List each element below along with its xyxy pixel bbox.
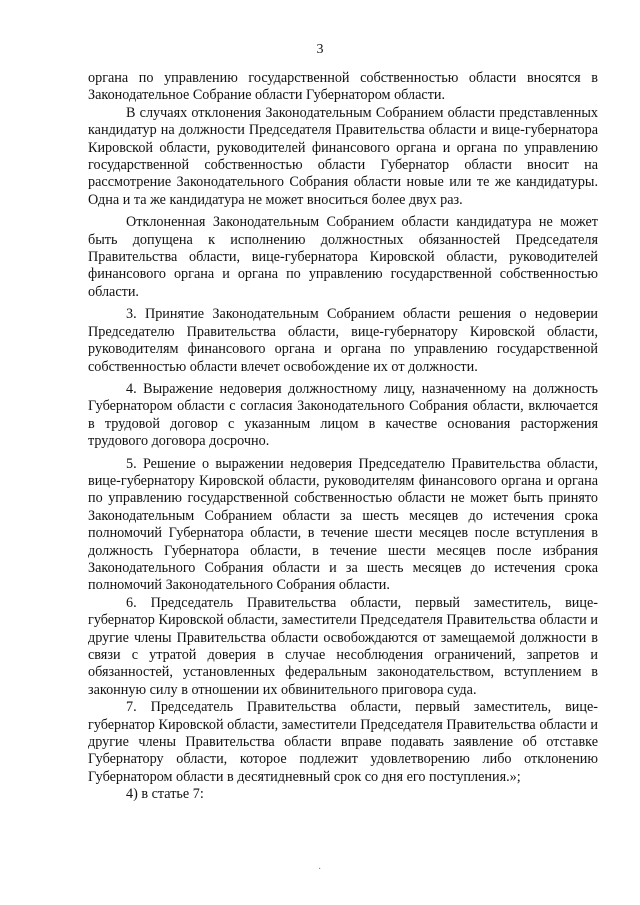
paragraph-item-7: 7. Председатель Правительства области, первый заместитель, вице-губернатор Кировской области, заместители Председателя Правительства области и другие члены Правительства области вправе подавать заявление об отставке Губернатору области, которое подлежит удовлетворению либо отклонению Губернатором области в десятидневный срок со дня его поступления.»;: [88, 699, 598, 785]
paragraph-continuation: органа по управлению государственной собственностью области вносятся в Законодательное Собрание области Губернатором области.: [88, 70, 598, 104]
paragraph-article-7: 4) в статье 7:: [126, 786, 204, 803]
paragraph-item-5: 5. Решение о выражении недоверия Председателю Правительства области, вице-губернатору Кировской области, руководителям финансового органа и органа по управлению государственной собственностью области не может быть принято Законодательным Собранием области за шесть месяцев до истечения срока полномочий Губернатора области, в течение шести месяцев после вступления в должность Губернатора области, в течение шести месяцев после избрания Законодательного Собрания области и за шесть месяцев до истечения срока полномочий Законодательного Собрания области.: [88, 455, 598, 594]
paragraph-rejected-candidate: Отклоненная Законодательным Собранием области кандидатура не может быть допущена к исполнению должностных обязанностей Председателя Правительства области, вице-губернатора Кировской области, руководителей финансового органа и органа по управлению государственной собственностью области.: [88, 214, 598, 300]
paragraph-item-3: 3. Принятие Законодательным Собранием области решения о недоверии Председателю Правительства области, вице-губернатору Кировской области, руководителям финансового органа и органа по управлению государственной собственностью области влечет освобождение их от должности.: [88, 306, 598, 375]
page-number: 3: [316, 42, 324, 57]
scan-dot-mark: ·: [318, 864, 322, 875]
document-body: [88, 70, 598, 804]
paragraph-rejection-of-candidates: В случаях отклонения Законодательным Собранием области представленных кандидатур на должности Председателя Правительства области и вице-губернатора Кировской области, руководителей финансового органа и органа по управлению государственной собственностью области Губернатор области вносит на рассмотрение Законодательного Собрания области новые или те же кандидатуры. Одна и та же кандидатура не может вноситься более двух раз.: [88, 104, 598, 208]
paragraph-item-4: 4. Выражение недоверия должностному лицу, назначенному на должность Губернатором области с согласия Законодательного Собрания области, включается в трудовой договор с указанным лицом в качестве основания расторжения трудового договора досрочно.: [88, 380, 598, 450]
paragraph-item-6: 6. Председатель Правительства области, первый заместитель, вице-губернатор Кировской области, заместители Председателя Правительства области и другие члены Правительства области освобождаются от замещаемой должности в связи с утратой доверия в случае несоблюдения ограничений, запретов и обязанностей, установленных федеральным законодательством, вступлением в законную силу в отношении их обвинительного приговора суда.: [88, 594, 598, 698]
